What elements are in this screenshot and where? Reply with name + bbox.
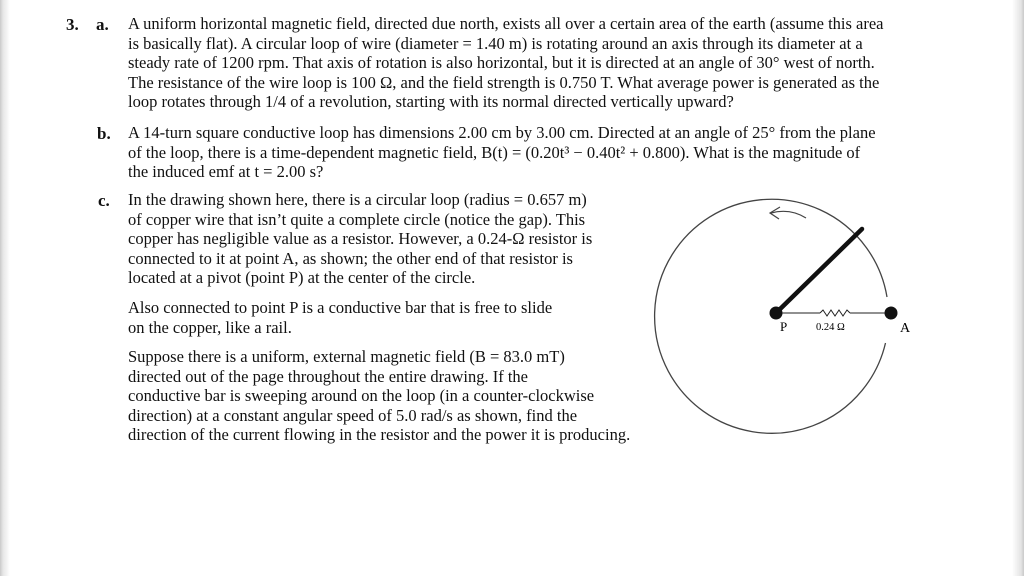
- text-line: The resistance of the wire loop is 100 Ω, and the field strength is 0.750 T. What average power is generated as the: [128, 72, 880, 92]
- text-line: the induced emf at t = 2.00 s?: [128, 162, 324, 182]
- part-c-paragraph-2: [128, 298, 552, 337]
- loop-diagram: [650, 188, 920, 438]
- text-line: steady rate of 1200 rpm. That axis of rotation is also horizontal, but it is directed at an angle of 30° west of north.: [128, 53, 875, 73]
- text-line: Suppose there is a uniform, external magnetic field (B = 83.0 mT): [128, 347, 565, 366]
- text-line: copper has negligible value as a resistor. However, a 0.24-Ω resistor is: [128, 229, 593, 249]
- question-number: 3.: [66, 15, 79, 34]
- text-line: is basically flat). A circular loop of wire (diameter = 1.40 m) is rotating around an axis through its diameter at a: [128, 33, 863, 53]
- part-c-paragraph-3: [128, 347, 630, 445]
- conductive-bar: [776, 229, 862, 313]
- point-a: [885, 307, 898, 320]
- text-line: of copper wire that isn’t quite a complete circle (notice the gap). This: [128, 209, 586, 229]
- part-c-paragraph-1: [128, 190, 592, 288]
- text-line: A 14-turn square conductive loop has dimensions 2.00 cm by 3.00 cm. Directed at an angle of 25° from the plane: [128, 123, 876, 142]
- resistor-value-label: 0.24 Ω: [816, 322, 845, 333]
- text-line: conductive bar is sweeping around on the loop (in a counter-clockwise: [128, 386, 595, 406]
- text-line: located at a pivot (point P) at the center of the circle.: [128, 268, 476, 288]
- text-line: A uniform horizontal magnetic field, directed due north, exists all over a certain area of the earth (assume this area: [128, 14, 884, 33]
- text-line: on the copper, like a rail.: [128, 317, 292, 337]
- text-line: direction) at a constant angular speed of 5.0 rad/s as shown, find the: [128, 405, 578, 425]
- part-b-text: [128, 123, 876, 182]
- part-a-label: a.: [96, 15, 109, 34]
- text-line: direction of the current flowing in the resistor and the power it is producing.: [128, 425, 631, 445]
- part-b-label: b.: [97, 124, 111, 143]
- text-line: of the loop, there is a time-dependent magnetic field, B(t) = (0.20t³ − 0.40t² + 0.800). What is the magnitude of: [128, 142, 861, 162]
- text-line: loop rotates through 1/4 of a revolution, starting with its normal directed vertically upward?: [128, 92, 734, 112]
- pivot-point-p: [770, 307, 783, 320]
- text-line: directed out of the page throughout the entire drawing. If the: [128, 366, 528, 386]
- point-p-label: P: [780, 319, 788, 334]
- point-a-label: A: [900, 321, 911, 336]
- text-line: connected to it at point A, as shown; the other end of that resistor is: [128, 248, 573, 268]
- resistor-zigzag: [820, 310, 850, 316]
- text-line: Also connected to point P is a conductive bar that is free to slide: [128, 298, 553, 317]
- text-line: In the drawing shown here, there is a circular loop (radius = 0.657 m): [128, 190, 587, 209]
- part-c-label: c.: [98, 191, 110, 210]
- part-a-text: [128, 14, 884, 112]
